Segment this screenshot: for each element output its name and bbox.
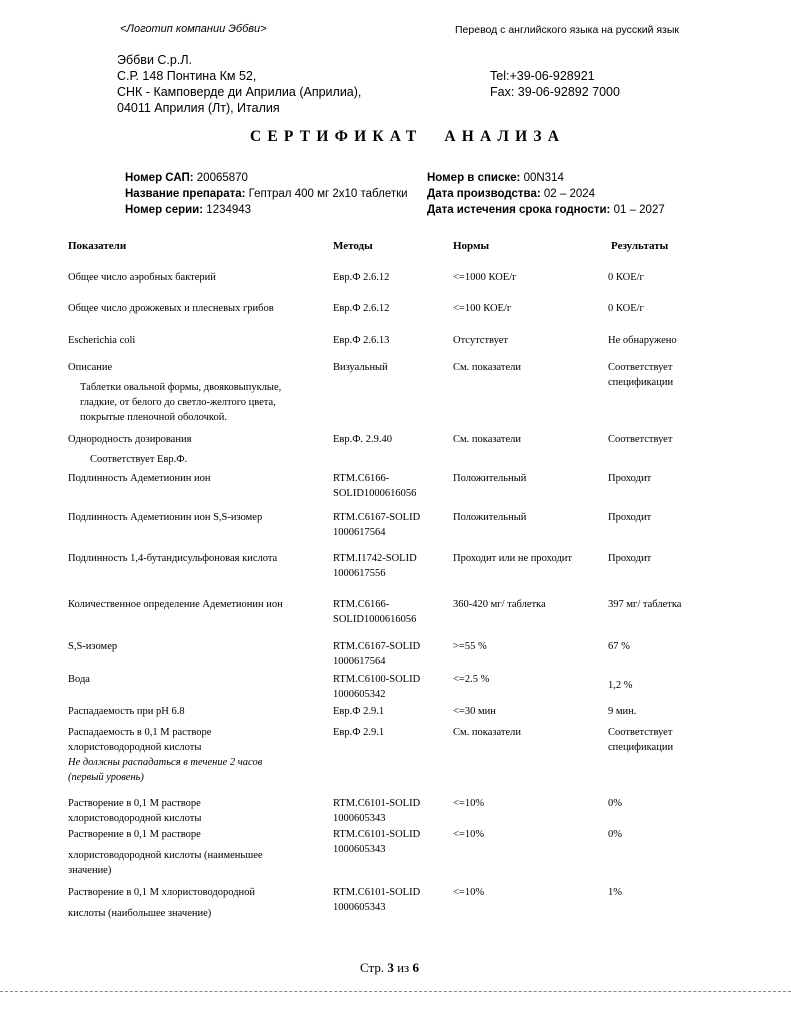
cell-parameter: хлористоводородной кислоты (наименьшее xyxy=(68,850,263,861)
cell-method: RTM.C6101-SOLID xyxy=(333,887,421,898)
cell-norm: Проходит или не проходит xyxy=(453,553,573,564)
cell-norm: Положительный xyxy=(453,512,527,523)
page-prefix: Стр. xyxy=(360,960,385,975)
product-value: Гептрал 400 мг 2x10 таблетки xyxy=(248,188,408,200)
cell-norm: См. показатели xyxy=(453,727,522,738)
cell-parameter: Растворение в 0,1 М хлористоводородной xyxy=(68,887,256,898)
cell-norm: Положительный xyxy=(453,473,527,484)
product-name xyxy=(125,186,408,202)
cell-result: 9 мин. xyxy=(608,706,637,717)
cell-result: Не обнаружено xyxy=(608,335,677,346)
cell-norm: <=10% xyxy=(453,887,485,898)
cell-method: Визуальный xyxy=(333,362,388,373)
cell-method: SOLID1000616056 xyxy=(333,614,417,625)
cell-parameter: Подлинность Адеметионин ион xyxy=(68,473,211,484)
cell-method: 1000605343 xyxy=(333,902,386,913)
mfg-value: 02 – 2024 xyxy=(543,188,596,200)
cell-norm: <=100 КОЕ/г xyxy=(453,303,512,314)
cell-result: 1,2 % xyxy=(608,680,633,691)
cell-method: RTM.C6101-SOLID xyxy=(333,798,421,809)
cell-method: RTM.C6101-SOLID xyxy=(333,829,421,840)
cell-parameter: хлористоводородной кислоты xyxy=(68,742,202,753)
list-label: Номер в списке: xyxy=(427,172,521,184)
cell-parameter: Распадаемость в 0,1 М растворе xyxy=(68,727,212,738)
cell-result: 1% xyxy=(608,887,622,898)
cell-norm: <=1000 КОЕ/г xyxy=(453,272,517,283)
cell-parameter: Общее число аэробных бактерий xyxy=(68,272,216,283)
cell-method: RTM.C6167-SOLID xyxy=(333,641,421,652)
cell-parameter: Таблетки овальной формы, двояковыпуклые, xyxy=(80,382,282,393)
cell-parameter: Соответствует Евр.Ф. xyxy=(90,454,188,465)
cell-method: Евр.Ф 2.6.13 xyxy=(333,335,390,346)
cell-result: Соответствует xyxy=(608,362,673,373)
col-header-norms: Нормы xyxy=(453,240,490,252)
cell-method: 1000605343 xyxy=(333,813,386,824)
cell-parameter: гладкие, от белого до светло-желтого цвета, xyxy=(80,397,276,408)
logo-placeholder: <Логотип компании Эббви> xyxy=(120,23,267,35)
exp-value: 01 – 2027 xyxy=(613,204,665,216)
cell-method: RTM.I1742-SOLID xyxy=(333,553,417,564)
cell-method: 1000617556 xyxy=(333,568,386,579)
exp-label: Дата истечения срока годности: xyxy=(427,204,611,216)
sap-number xyxy=(125,170,248,186)
page-number xyxy=(360,960,419,976)
cell-parameter: Описание xyxy=(68,362,113,373)
translation-note: Перевод с английского языка на русский язык xyxy=(455,24,680,36)
cell-result: 0% xyxy=(608,798,622,809)
manufacture-date xyxy=(427,186,595,202)
cell-method: RTM.C6100-SOLID xyxy=(333,674,421,685)
cell-norm: <=10% xyxy=(453,829,485,840)
cell-method: SOLID1000616056 xyxy=(333,488,417,499)
cell-method: 1000617564 xyxy=(333,527,386,538)
document-title xyxy=(250,128,565,146)
cell-result: Соответствует xyxy=(608,727,673,738)
cell-parameter: Растворение в 0,1 М растворе xyxy=(68,798,201,809)
address-line: СНК - Кампoверде ди Априлиа (Априлиа), xyxy=(117,85,362,99)
cell-method: RTM.C6166- xyxy=(333,473,390,484)
cell-result: 67 % xyxy=(608,641,630,652)
cell-parameter: кислоты (наибольшее значение) xyxy=(68,908,212,919)
cell-result: спецификации xyxy=(608,377,674,388)
cell-norm: 360-420 мг/ таблетка xyxy=(453,599,546,610)
cell-parameter: Распадаемость при рН 6.8 xyxy=(68,706,185,717)
cell-method: Евр.Ф 2.6.12 xyxy=(333,272,390,283)
cell-result: 397 мг/ таблетка xyxy=(608,599,682,610)
cell-parameter-note: Не должны распадаться в течение 2 часов xyxy=(68,757,263,768)
mfg-label: Дата производства: xyxy=(427,188,541,200)
cell-parameter: Однородность дозирования xyxy=(68,434,192,445)
col-header-results: Результаты xyxy=(611,240,669,252)
cell-result: 0 КОЕ/г xyxy=(608,303,644,314)
cell-norm: >=55 % xyxy=(453,641,487,652)
page-total: 6 xyxy=(412,960,419,975)
page-of: из xyxy=(397,960,410,975)
cell-method: RTM.C6166- xyxy=(333,599,390,610)
cell-method: Евр.Ф. 2.9.40 xyxy=(333,434,393,445)
cell-parameter: S,S-изомер xyxy=(68,641,118,652)
cell-parameter: Escherichia coli xyxy=(68,335,136,346)
batch-value: 1234943 xyxy=(206,204,252,216)
cell-result: 0 КОЕ/г xyxy=(608,272,644,283)
cell-norm: <=2.5 % xyxy=(453,674,490,685)
cell-norm: <=30 мин xyxy=(453,706,496,717)
page-separator xyxy=(0,991,791,992)
cell-norm: См. показатели xyxy=(453,434,522,445)
cell-norm: Отсутствует xyxy=(453,335,508,346)
sap-label: Номер САП: xyxy=(125,172,194,184)
cell-parameter: Количественное определение Адеметионин ион xyxy=(68,599,283,610)
cell-parameter: Вода xyxy=(68,674,90,685)
cell-norm: <=10% xyxy=(453,798,485,809)
address-line: С.Р. 148 Понтина Км 52, xyxy=(117,69,257,83)
cell-parameter: Подлинность 1,4-бутандисульфоновая кислота xyxy=(68,553,278,564)
company-fax: Fax: 39-06-92892 7000 xyxy=(490,85,620,99)
cell-result: спецификации xyxy=(608,742,674,753)
cell-parameter: покрытые пленочной оболочкой. xyxy=(80,412,227,423)
cell-parameter: Подлинность Адеметионин ион S,S-изомер xyxy=(68,512,263,523)
cell-result: 0% xyxy=(608,829,622,840)
cell-result: Проходит xyxy=(608,553,652,564)
product-label: Название препарата: xyxy=(125,188,246,200)
cell-method: 1000605342 xyxy=(333,689,386,700)
col-header-parameters: Показатели xyxy=(68,240,127,252)
company-tel: Tel:+39-06-928921 xyxy=(490,69,595,83)
expiry-date xyxy=(427,202,665,218)
cell-method: Евр.Ф 2.6.12 xyxy=(333,303,390,314)
batch-number xyxy=(125,202,251,218)
company-name: Эббви С.р.Л. xyxy=(117,53,192,67)
col-header-methods: Методы xyxy=(333,240,373,252)
list-number xyxy=(427,170,564,186)
cell-result: Проходит xyxy=(608,512,652,523)
cell-parameter: хлористоводородной кислоты xyxy=(68,813,202,824)
cell-method: 1000617564 xyxy=(333,656,386,667)
address-line: 04011 Априлия (Лт), Италия xyxy=(117,101,280,115)
cell-method: RTM.C6167-SOLID xyxy=(333,512,421,523)
cell-parameter-note: (первый уровень) xyxy=(68,772,144,783)
title-word: СЕРТИФИКАТ xyxy=(250,128,423,145)
cell-norm: См. показатели xyxy=(453,362,522,373)
cell-method: Евр.Ф 2.9.1 xyxy=(333,727,385,738)
sap-value: 20065870 xyxy=(196,172,248,184)
cell-parameter: Общее число дрожжевых и плесневых грибов xyxy=(68,303,274,314)
cell-result: Соответствует xyxy=(608,434,673,445)
cell-method: 1000605343 xyxy=(333,844,386,855)
cell-parameter: значение) xyxy=(68,865,112,876)
page-current: 3 xyxy=(387,960,394,975)
list-value: 00N314 xyxy=(523,172,564,184)
cell-method: Евр.Ф 2.9.1 xyxy=(333,706,385,717)
title-word: АНАЛИЗА xyxy=(444,128,566,145)
batch-label: Номер серии: xyxy=(125,204,204,216)
cell-parameter: Растворение в 0,1 М растворе xyxy=(68,829,201,840)
cell-result: Проходит xyxy=(608,473,652,484)
